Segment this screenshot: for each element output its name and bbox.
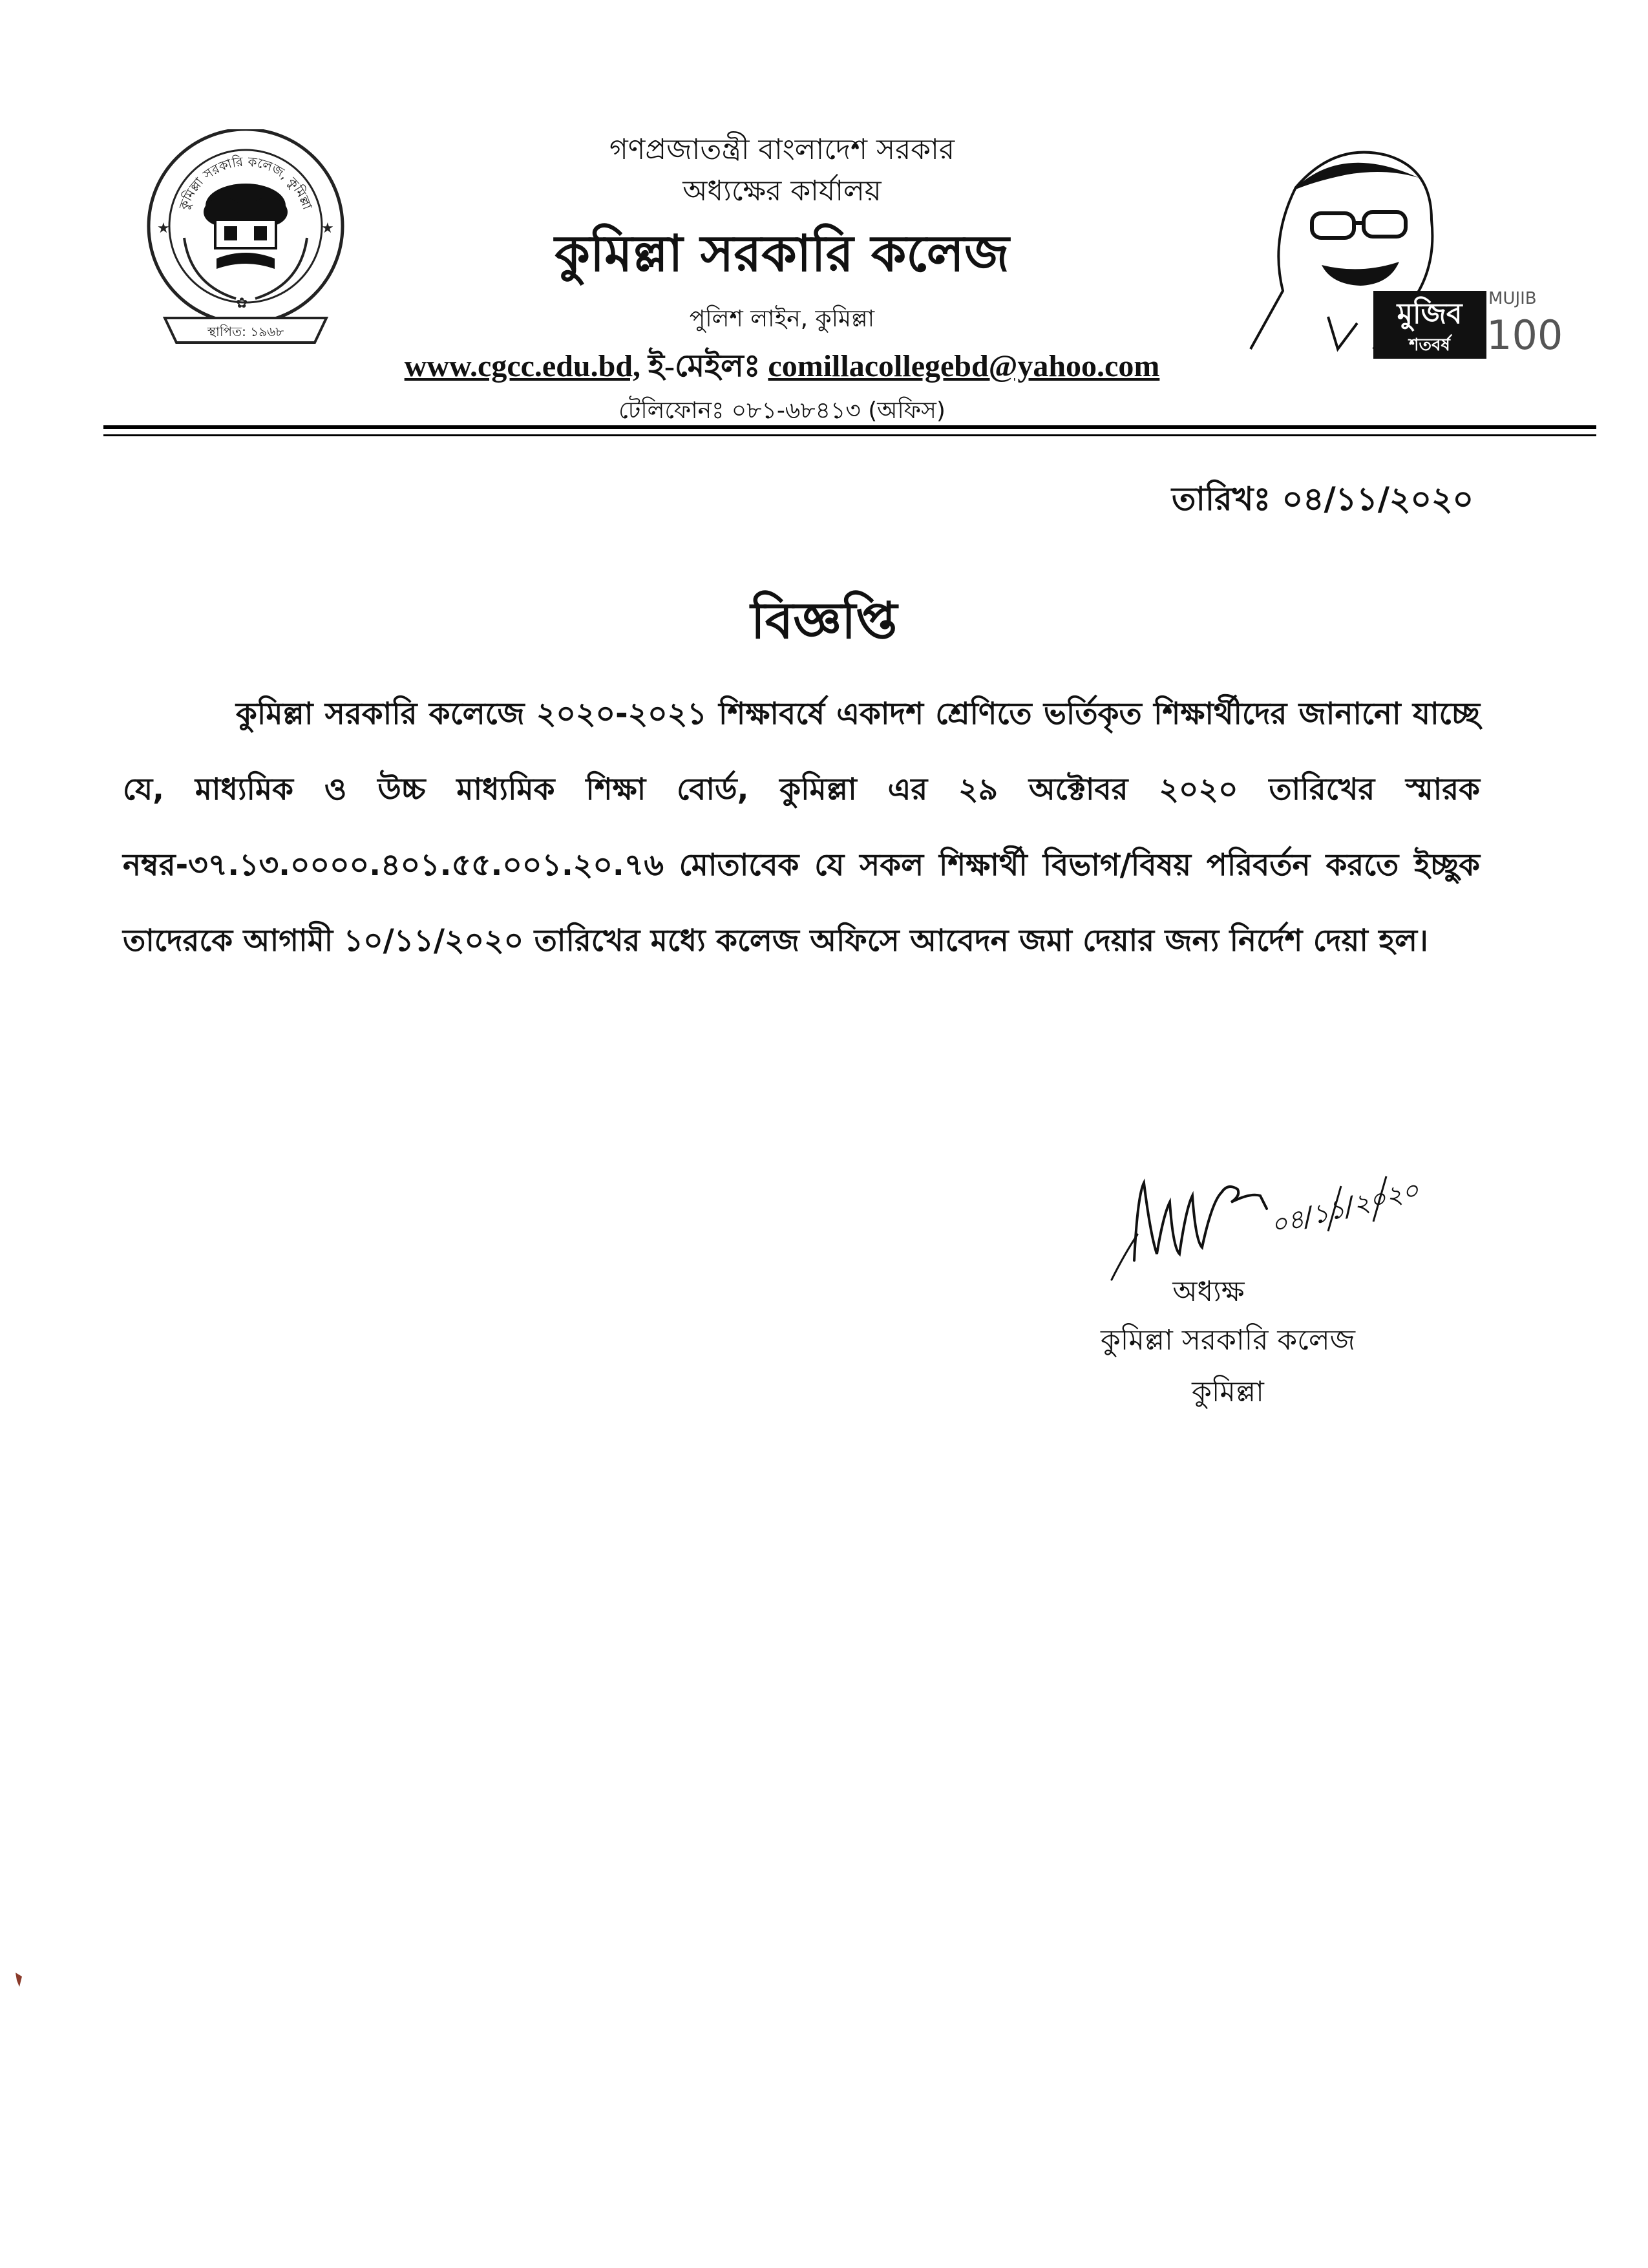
email-link[interactable]: comillacollegebd@yahoo.com bbox=[768, 349, 1160, 383]
mujib-centenary-emblem bbox=[1225, 129, 1563, 362]
svg-text:স্থাপিত: ১৯৬৮: স্থাপিত: ১৯৬৮ bbox=[207, 324, 284, 339]
header-divider-thick bbox=[103, 425, 1596, 429]
svg-text:কুমিল্লা সরকারি কলেজ, কুমিল্লা: কুমিল্লা সরকারি কলেজ, কুমিল্লা bbox=[176, 153, 316, 212]
svg-text:★: ★ bbox=[157, 220, 170, 237]
svg-text:★: ★ bbox=[321, 220, 334, 237]
government-name: গণপ্রজাতন্ত্রী বাংলাদেশ সরকার bbox=[609, 133, 955, 166]
college-seal-logo bbox=[139, 129, 352, 355]
phone-number: টেলিফোনঃ ০৮১-৬৮৪১৩ (অফিস) bbox=[618, 397, 945, 424]
signatory-place: কুমিল্লা bbox=[1192, 1375, 1264, 1408]
contact-line bbox=[362, 343, 1202, 394]
svg-text:✿: ✿ bbox=[236, 295, 248, 312]
email-label: ই-মেইলঃ bbox=[640, 349, 768, 383]
notice-body: কুমিল্লা সরকারি কলেজে ২০২০-২০২১ শিক্ষাবর্ষে একাদশ শ্রেণিতে ভর্তিকৃত শিক্ষার্থীদের জানানো যাচ্ছে যে, মাধ্যমিক ও উচ্চ মাধ্যমিক শিক্ষা বোর্ড, কুমিল্লা এর ২৯ অক্টোবর ২০২০ তারিখের স্মারক নম্বর-৩৭.১৩.০০০০.৪০১.৫৫.০০১.২০.৭৬ মোতাবেক যে সকল শিক্ষার্থী বিভাগ/বিষয় পরিবর্তন করতে ইচ্ছুক তাদেরকে আগামী ১০/১১/২০২০ তারিখের মধ্যে কলেজ অফিসে আবেদন জমা দেয়ার জন্য নির্দেশ দেয়া হল। bbox=[123, 696, 1480, 959]
svg-text:শতবর্ষ: শতবর্ষ bbox=[1409, 335, 1450, 355]
college-name: কুমিল্লা সরকারি কলেজ bbox=[555, 225, 1009, 283]
college-address: পুলিশ লাইন, কুমিল্লা bbox=[689, 306, 875, 332]
svg-text:মুজিব: মুজিব bbox=[1397, 297, 1463, 330]
svg-text:MUJIB: MUJIB bbox=[1488, 289, 1537, 308]
notice-heading: বিজ্ঞপ্তি bbox=[750, 592, 898, 650]
signatory-designation: অধ্যক্ষ bbox=[1172, 1275, 1245, 1308]
website-link[interactable]: www.cgcc.edu.bd, bbox=[404, 349, 641, 383]
svg-text:০৪/১১/২০২০: ০৪/১১/২০২০ bbox=[1267, 1175, 1422, 1241]
svg-text:100: 100 bbox=[1486, 312, 1563, 359]
signatory-college: কুমিল্লা সরকারি কলেজ bbox=[1100, 1324, 1356, 1357]
header-divider-thin bbox=[103, 434, 1596, 436]
scan-speck bbox=[13, 1971, 26, 1988]
office-name: অধ্যক্ষের কার্যালয় bbox=[682, 175, 882, 207]
notice-date: তারিখঃ ০৪/১১/২০২০ bbox=[1171, 480, 1474, 518]
